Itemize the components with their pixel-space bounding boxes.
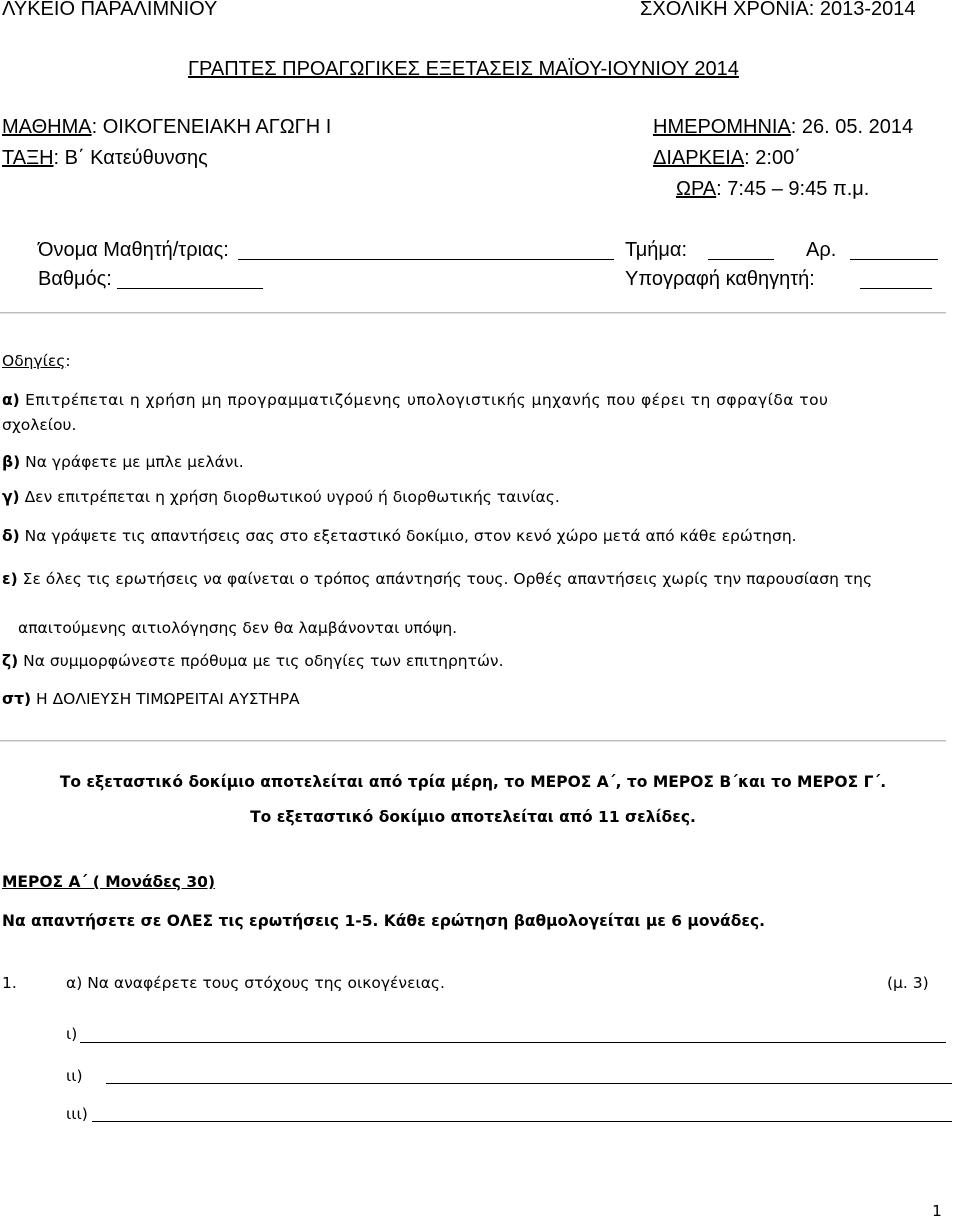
section-field[interactable] — [708, 259, 774, 260]
answer-line-i[interactable] — [80, 1042, 946, 1043]
school-name: ΛΥΚΕΙΟ ΠΑΡΑΛΙΜΝΙΟΥ — [2, 0, 218, 20]
duration-label: ΔΙΑΡΚΕΙΑ — [653, 147, 745, 169]
subject-row — [2, 115, 331, 139]
duration-value: : 2:00΄ — [744, 147, 801, 169]
instruction-text: Η ΔΟΛΙΕΥΣΗ ΤΙΜΩΡΕΙΤΑΙ ΑΥΣΤΗΡΑ — [31, 690, 300, 708]
question-1-text: α) Να αναφέρετε τους στόχους της οικογένειας. — [66, 974, 445, 992]
exam-title-text: ΓΡΑΠΤΕΣ ΠΡΟΑΓΩΓΙΚΕΣ ΕΞΕΤΑΣΕΙΣ ΜΑΪΟΥ-ΙΟΥΝΙΟΥ 2014 — [188, 58, 739, 80]
time-row — [676, 177, 869, 201]
part-a-title: ΜΕΡΟΣ Α΄ ( Μονάδες 30) — [2, 873, 216, 891]
answer-label-i: ι) — [66, 1025, 78, 1043]
answer-line-ii[interactable] — [106, 1083, 952, 1084]
exam-title — [188, 57, 739, 81]
subject-label: ΜΑΘΗΜΑ — [2, 116, 92, 138]
section-label: Τμήμα: — [625, 239, 688, 261]
page-number: 1 — [932, 1202, 942, 1220]
instruction-letter: στ) — [2, 690, 32, 708]
class-label: ΤΑΞΗ — [2, 147, 54, 169]
date-row — [653, 115, 913, 139]
time-label: ΩΡΑ — [676, 178, 717, 200]
school-year: ΣΧΟΛΙΚΗ ΧΡΟΝΙΑ: 2013-2014 — [640, 0, 916, 20]
class-value: : Β΄ Κατεύθυνσης — [53, 147, 208, 169]
number-label: Αρ. — [806, 239, 837, 261]
instructions-title-text: Οδηγίες — [2, 352, 66, 370]
instruction-letter: δ) — [2, 527, 20, 545]
instructions-title-colon: : — [65, 352, 71, 370]
question-1-marks: (μ. 3) — [887, 974, 929, 992]
instruction-item-a-cont: σχολείου. — [2, 416, 77, 434]
instruction-item-a — [2, 389, 828, 411]
instruction-text: Να συμμορφώνεστε πρόθυμα με τις οδηγίες των επιτηρητών. — [18, 652, 504, 670]
answer-label-iii: ιιι) — [66, 1105, 88, 1123]
instruction-letter: ε) — [2, 570, 18, 588]
instruction-letter: ζ) — [2, 652, 19, 670]
instruction-letter: α) — [2, 391, 20, 409]
instruction-item-c — [2, 486, 560, 508]
answer-line-iii[interactable] — [92, 1121, 952, 1122]
instruction-text: Δεν επιτρέπεται η χρήση διορθωτικού υγρού ή διορθωτικής ταινίας. — [19, 488, 560, 506]
student-name-label: Όνομα Μαθητή/τριας: — [38, 239, 229, 261]
instruction-item-e — [2, 568, 872, 590]
subject-value: : ΟΙΚΟΓΕΝΕΙΑΚΗ ΑΓΩΓΗ Ι — [91, 116, 332, 138]
instruction-letter: β) — [2, 453, 21, 471]
time-value: : 7:45 – 9:45 π.μ. — [716, 178, 870, 200]
divider — [0, 312, 946, 314]
notice-pages: Το εξεταστικό δοκίμιο αποτελείται από 11 σελίδες. — [250, 808, 696, 826]
instruction-text: Σε όλες τις ερωτήσεις να φαίνεται ο τρόπος απάντησής τους. Ορθές απαντήσεις χωρίς την παρουσίαση της — [17, 570, 873, 588]
class-row — [2, 146, 208, 170]
divider — [0, 740, 946, 742]
instruction-text: Να γράφετε με μπλε μελάνι. — [20, 453, 244, 471]
instruction-item-st — [2, 688, 300, 710]
instruction-text: Να γράψετε τις απαντήσεις σας στο εξεταστικό δοκίμιο, στον κενό χώρο μετά από κάθε ερώτηση. — [19, 527, 797, 545]
date-value: : 26. 05. 2014 — [790, 116, 914, 138]
instruction-letter: γ) — [2, 488, 20, 506]
signature-label: Υπογραφή καθηγητή: — [625, 268, 815, 290]
student-name-field[interactable] — [238, 259, 614, 260]
question-1-number: 1. — [2, 974, 17, 992]
instruction-item-z — [2, 650, 504, 672]
instruction-item-d — [2, 525, 797, 547]
instruction-item-e-cont: απαιτούμενης αιτιολόγησης δεν θα λαμβάνονται υπόψη. — [18, 619, 458, 637]
grade-field[interactable] — [117, 288, 263, 289]
part-a-instruction: Να απαντήσετε σε ΟΛΕΣ τις ερωτήσεις 1-5. Κάθε ερώτηση βαθμολογείται με 6 μονάδες. — [2, 912, 766, 930]
answer-label-ii: ιι) — [66, 1067, 83, 1085]
instruction-item-b — [2, 451, 244, 473]
number-field[interactable] — [850, 259, 938, 260]
signature-field[interactable] — [860, 288, 932, 289]
date-label: ΗΜΕΡΟΜΗΝΙΑ — [653, 116, 791, 138]
instruction-text: Επιτρέπεται η χρήση μη προγραμματιζόμενης υπολογιστικής μηχανής που φέρει τη σφραγίδα του — [19, 391, 829, 409]
instructions-title — [2, 350, 71, 372]
duration-row — [653, 146, 801, 170]
notice-parts: Το εξεταστικό δοκίμιο αποτελείται από τρία μέρη, το ΜΕΡΟΣ Α΄, το ΜΕΡΟΣ Β΄και το ΜΕΡΟΣ Γ΄. — [59, 773, 887, 791]
grade-label: Βαθμός: — [38, 268, 112, 290]
